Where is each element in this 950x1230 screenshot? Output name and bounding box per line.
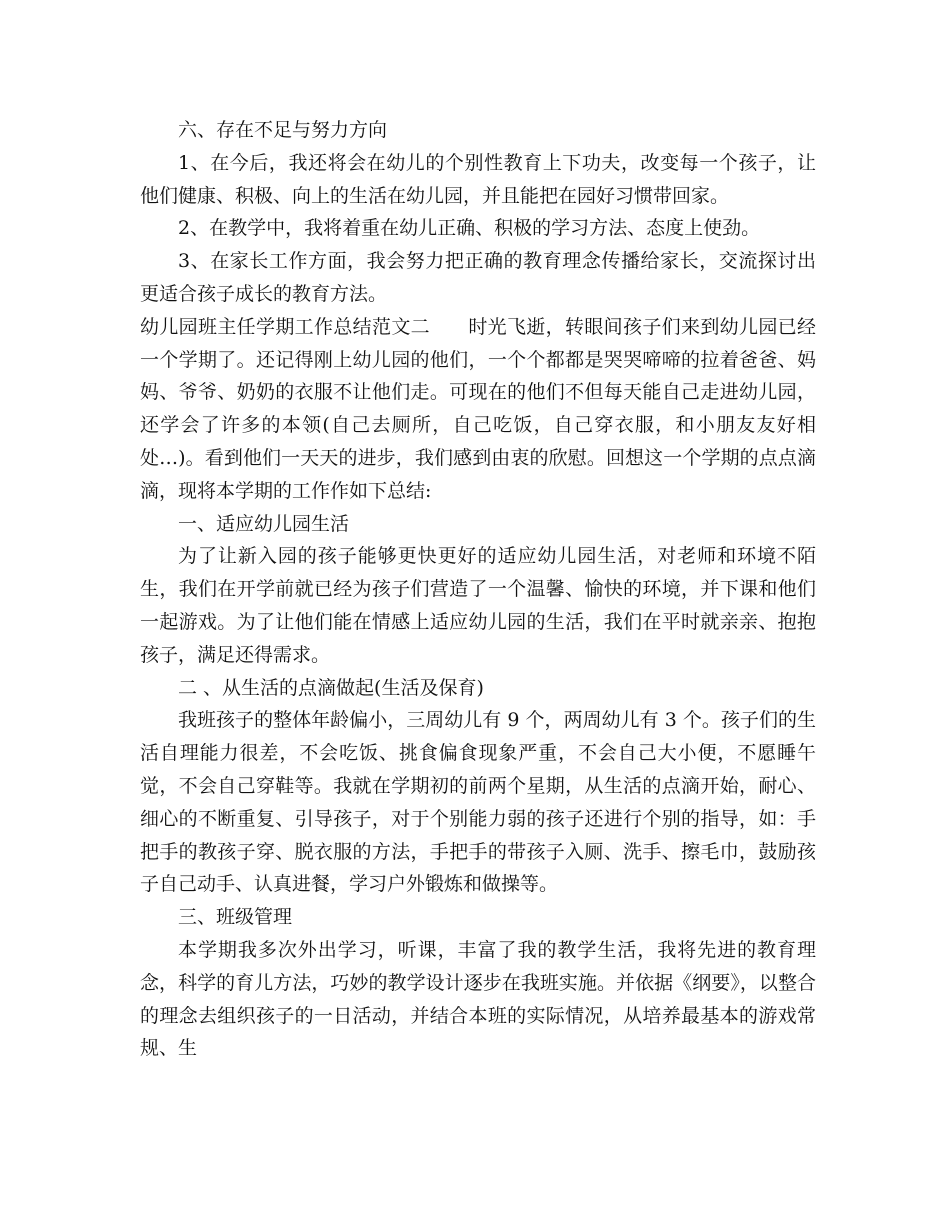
paragraph-item-3: 3、在家长工作方面，我会努力把正确的教育理念传播给家长，交流探讨出更适合孩子成长的教育方法。	[140, 250, 816, 305]
paragraph-daily-life: 我班孩子的整体年龄偏小，三周幼儿有 9 个，两周幼儿有 3 个。孩子们的生活自理能力很差，不会吃饭、挑食偏食现象严重，不会自己大小便，不愿睡午觉，不会自己穿鞋等。我就在学期初的前两个星期，从生活的点滴开始，耐心、细心的不断重复、引导孩子，对于个别能力弱的孩子还进行个别的指导，如：手把手的教孩子穿、脱衣服的方法，手把手的带孩子入厕、洗手、擦毛巾，鼓励孩子自己动手、认真进餐，学习户外锻炼和做操等。	[140, 709, 816, 896]
section-heading-shortcomings: 六、存在不足与努力方向	[178, 119, 388, 141]
paragraph-item-2: 2、在教学中，我将着重在幼儿正确、积极的学习方法、态度上使劲。	[178, 217, 761, 240]
paragraph-adapt: 为了让新入园的孩子能够更快更好的适应幼儿园生活，对老师和环境不陌生，我们在开学前就已经为孩子们营造了一个温馨、愉快的环境，并下课和他们一起游戏。为了让他们能在情感上适应幼儿园的生活，我们在平时就亲亲、抱抱孩子，满足还得需求。	[140, 545, 816, 666]
section-heading-class-management: 三、班级管理	[178, 906, 293, 929]
summary-paragraph	[140, 311, 816, 508]
document-body	[140, 114, 816, 1065]
essay-title: 幼儿园班主任学期工作总结范文二	[140, 315, 430, 338]
paragraph-item-1: 1、在今后，我还将会在幼儿的个别性教育上下功夫，改变每一个孩子，让他们健康、积极、向上的生活在幼儿园，并且能把在园好习惯带回家。	[140, 151, 816, 207]
section-heading-daily-life: 二 、从生活的点滴做起(生活及保育)	[178, 676, 484, 699]
paragraph-class-management: 本学期我多次外出学习，听课，丰富了我的教学生活，我将先进的教育理念，科学的育儿方法，巧妙的教学设计逐步在我班实施。并依据《纲要》，以整合的理念去组织孩子的一日活动，并结合本班的实际情况，从培养最基本的游戏常规、生	[140, 938, 816, 1060]
summary-body: 时光飞逝，转眼间孩子们来到幼儿园已经一个学期了。还记得刚上幼儿园的他们，一个个都都是哭哭啼啼的拉着爸爸、妈妈、爷爷、奶奶的衣服不让他们走。可现在的他们不但每天能自己走进幼儿园，还学会了许多的本领(自己去厕所，自己吃饭，自己穿衣服，和小朋友友好相处…)。看到他们一天天的进步，我们感到由衷的欣慰。回想这一个学期的点点滴滴，现将本学期的工作作如下总结:	[140, 315, 816, 502]
section-heading-adapt: 一、适应幼儿园生活	[178, 512, 350, 535]
